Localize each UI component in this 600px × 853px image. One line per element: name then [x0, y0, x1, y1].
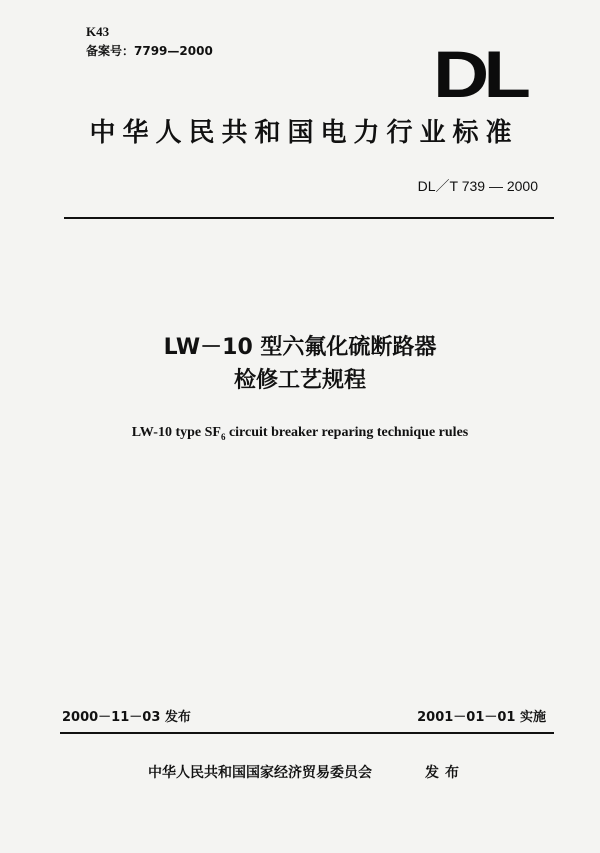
document-title-line-2: 检修工艺规程 [233, 368, 366, 393]
standard-name: 中华人民共和国电力行业标准 [89, 118, 519, 148]
classification-code: K43 [86, 24, 110, 39]
implementation-date: 2001－01－01 实施 [417, 710, 546, 725]
english-title-prefix: LW-10 type SF [131, 425, 221, 440]
release-label: 发布 [425, 765, 465, 781]
english-title [0, 424, 600, 446]
standard-code: DL／T 739 — 2000 [417, 178, 538, 194]
document-title-line-1: LW－10 型六氟化硫断路器 [163, 335, 437, 360]
english-title-suffix: circuit breaker reparing technique rules [225, 425, 469, 440]
bottom-divider [60, 732, 554, 734]
issuing-authority: 中华人民共和国国家经济贸易委员会 [148, 765, 372, 781]
issue-date: 2000－11－03 发布 [62, 710, 191, 725]
dl-logo: DL [433, 37, 526, 111]
english-title-subscript: 6 [220, 431, 226, 442]
record-number: 备案号：7799—2000 [86, 44, 213, 58]
top-divider [64, 217, 554, 219]
